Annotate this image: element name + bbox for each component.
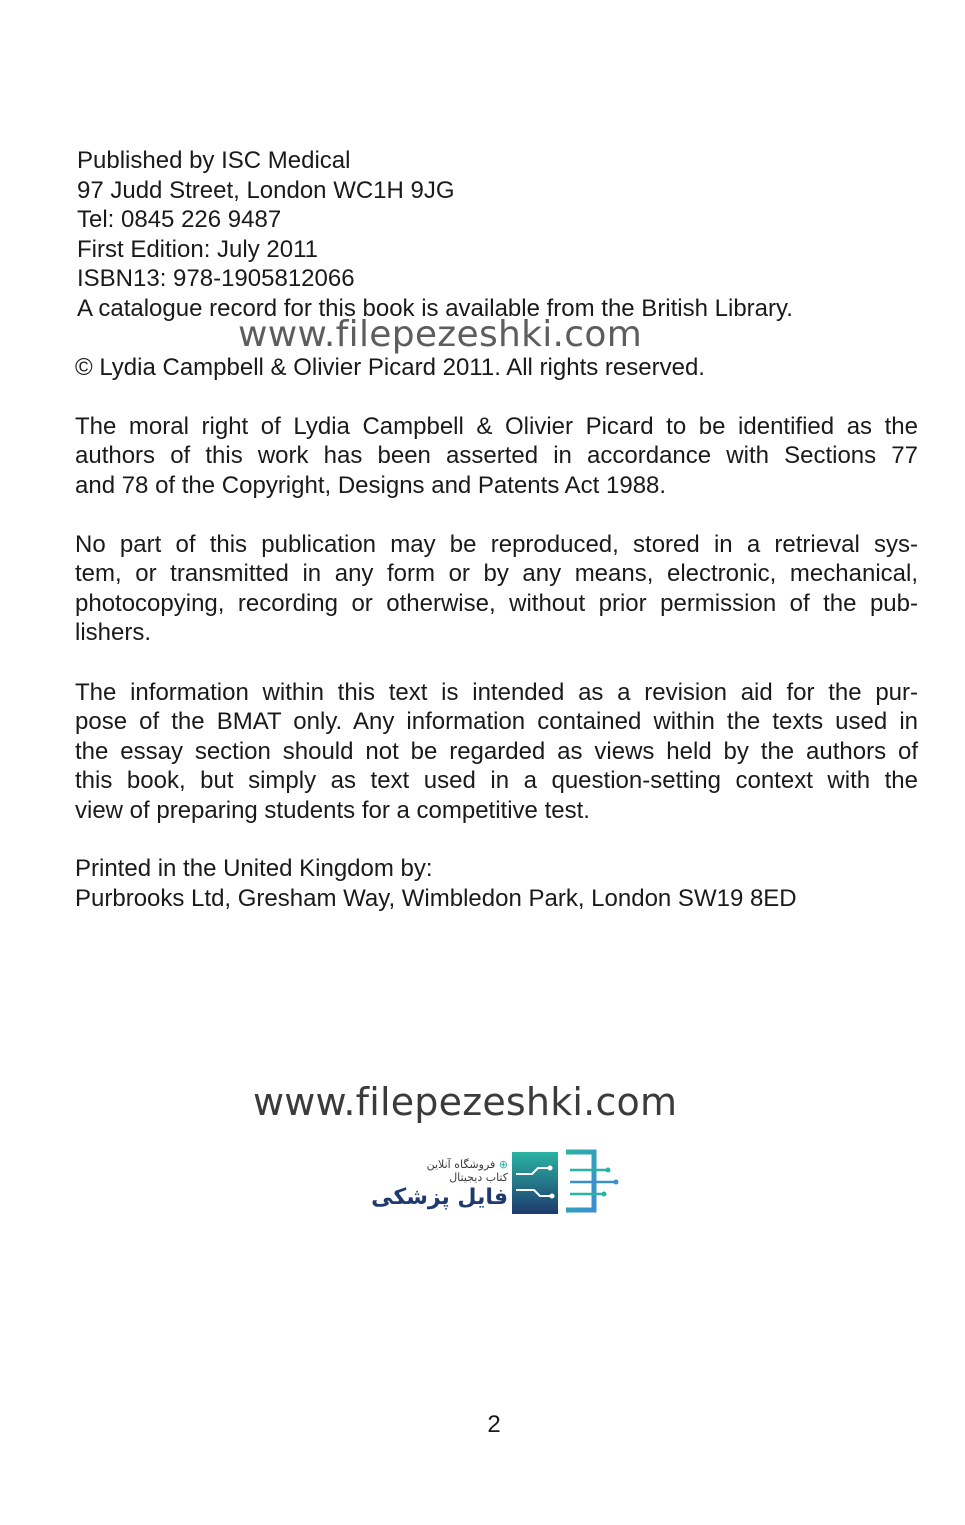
paragraph-line: view of preparing students for a competitive test.: [75, 796, 590, 824]
paragraph-line: The moral right of Lydia Campbell & Olivier Picard to be identified as the: [75, 413, 918, 440]
copyright-line: © Lydia Campbell & Olivier Picard 2011. All rights reserved.: [75, 354, 705, 381]
logo-text: [330, 1158, 508, 1218]
watermark-bottom: www.filepezeshki.com: [253, 1080, 678, 1124]
address-line: 97 Judd Street, London WC1H 9JG: [77, 176, 455, 204]
page-number: 2: [487, 1411, 501, 1438]
printer-address-line: Purbrooks Ltd, Gresham Way, Wimbledon Park, London SW19 8ED: [75, 884, 797, 912]
paragraph-line: authors of this work has been asserted in accordance with Sections 77: [75, 442, 918, 470]
printed-in-line: Printed in the United Kingdom by:: [75, 855, 433, 882]
imprint-block: [77, 146, 917, 324]
disclaimer-paragraph: [75, 678, 918, 825]
paragraph-line: The information within this text is intended as a revision aid for the pur-: [75, 679, 918, 706]
plus-circle-icon: ⊕: [498, 1158, 508, 1171]
paragraph-line: pose of the BMAT only. Any information contained within the texts used in: [75, 708, 918, 736]
logo-tagline-1: فروشگاه آنلاین: [426, 1158, 496, 1171]
logo-tagline-2: کتاب دیجیتال: [449, 1171, 508, 1184]
isbn-line: ISBN13: 978-1905812066: [77, 265, 355, 293]
printer-block: [75, 854, 797, 913]
paragraph-line: the essay section should not be regarded as views held by the authors of: [75, 737, 918, 765]
circuit-book-icon: [510, 1148, 620, 1218]
edition-line: First Edition: July 2011: [77, 235, 318, 263]
paragraph-line: tem, or transmitted in any form or by any means, electronic, mechanical,: [75, 560, 918, 588]
logo-brand: فایل پزشکی: [371, 1185, 508, 1210]
publisher-line: Published by ISC Medical: [77, 147, 351, 174]
catalogue-line: A catalogue record for this book is available from the British Library.: [77, 294, 793, 322]
logo-tagline: [330, 1158, 508, 1171]
paragraph-line: and 78 of the Copyright, Designs and Patents Act 1988.: [75, 471, 667, 499]
reproduction-paragraph: [75, 530, 918, 648]
paragraph-line: photocopying, recording or otherwise, without prior permission of the pub-: [75, 589, 918, 617]
paragraph-line: No part of this publication may be reproduced, stored in a retrieval sys-: [75, 531, 918, 558]
watermark-top: www.filepezeshki.com: [238, 314, 643, 355]
filepezeshki-logo: [330, 1148, 620, 1218]
telephone-line: Tel: 0845 226 9487: [77, 206, 282, 234]
paragraph-line: this book, but simply as text used in a question-setting context with the: [75, 767, 918, 795]
paragraph-line: lishers.: [75, 619, 152, 647]
moral-right-paragraph: [75, 412, 918, 500]
